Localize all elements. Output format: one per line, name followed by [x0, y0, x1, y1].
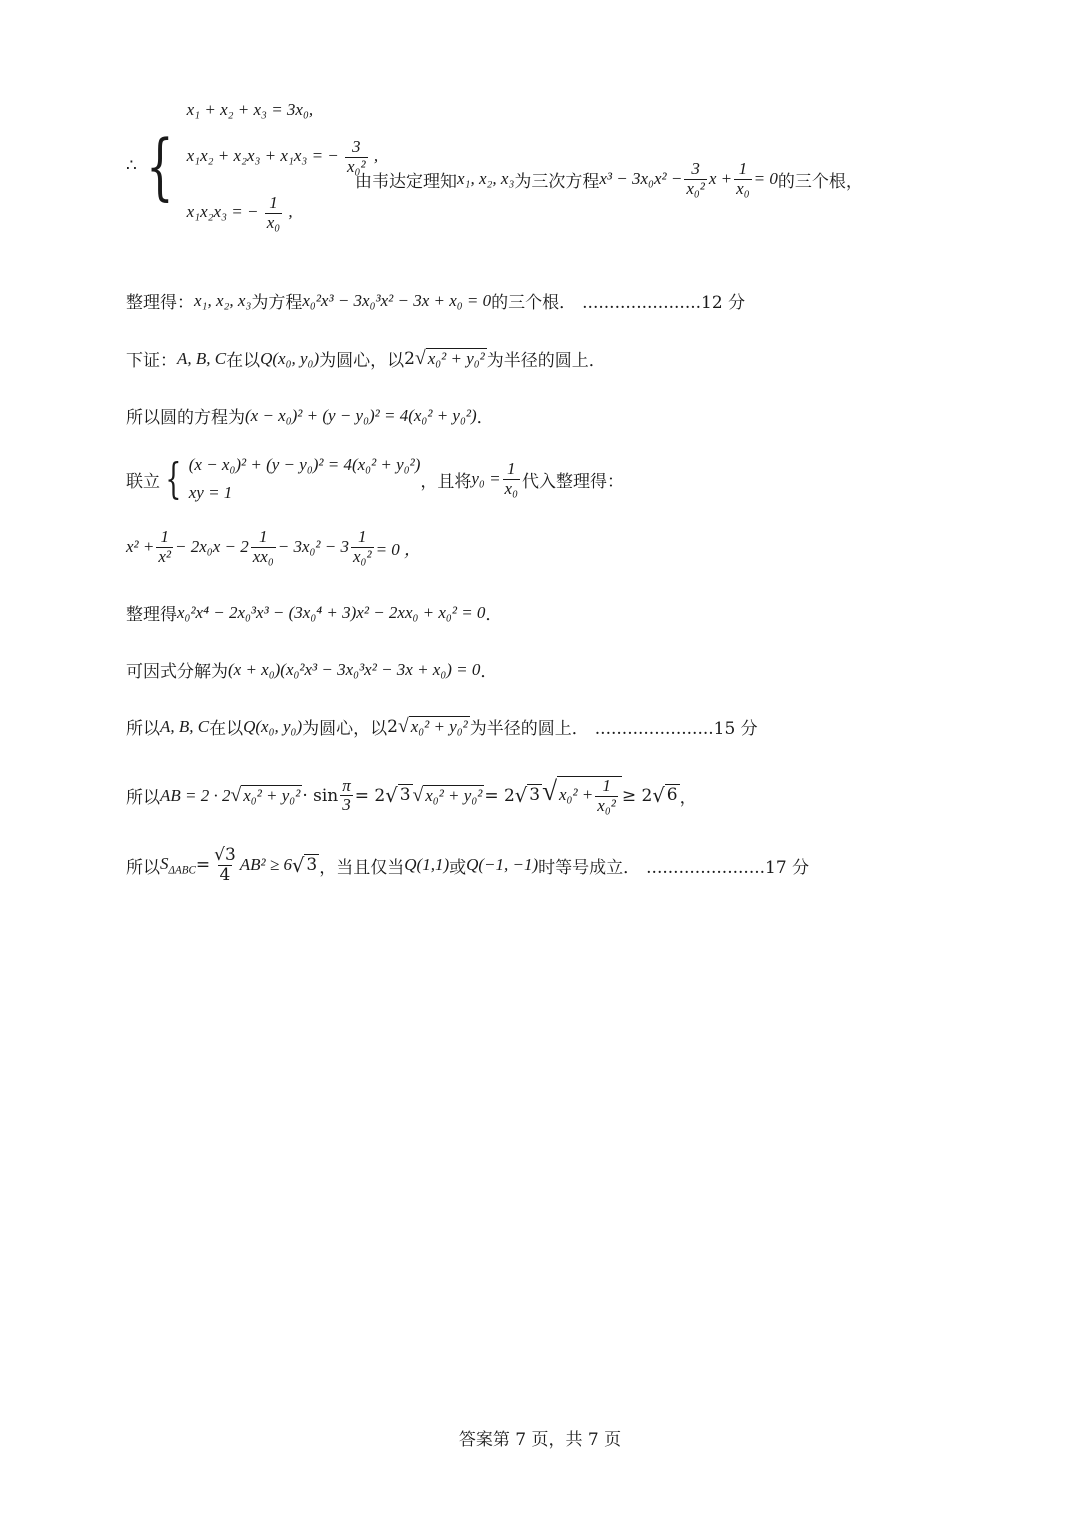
score-17: ......................17 分: [646, 857, 810, 878]
therefore-symbol: ∴: [126, 156, 137, 177]
vieta-eq2: x₁x₂ + x₂x₃ + x₁x₃ = − $\frac{3}{\text{x₀²}}$ ,: [186, 137, 379, 176]
proof-claim-line: 下证： A, B, C 在以 Q(x₀, y₀) 为圆心，以 2 √ x₀² + y₀² 为半径的圆上．: [126, 347, 606, 371]
circle-equation-line: 所以圆的方程为 (x − x₀)² + (y − y₀)² = 4(x₀² + y₀²) ．: [126, 405, 494, 428]
circle-conclusion-line: 所以 A, B, C 在以 Q(x₀, y₀) 为圆心，以 2 √ x₀² + y₀² 为半径的圆上． ......................15 分: [126, 715, 758, 739]
substituted-equation-line: x² + $\frac{1}{\text{x²}}$ − 2x₀x − 2 $\frac{1}{\text{xx₀}}$ − 3x₀² − 3 $\frac{1}{\text{x₀²}}$ = 0 ，: [126, 527, 422, 566]
vieta-eq3: x₁x₂x₃ = − $\frac{1}{\text{x₀}}$ ,: [186, 193, 293, 233]
combine-system-line: 联立 { (x − x₀)² + (y − y₀)² = 4(x₀² + y₀²) xy = 1 ，且将 y₀ = $\frac{1}{\text{x₀}}$ 代入整理得：: [126, 454, 625, 503]
ab-length-line: 所以 AB = 2 · 2 √ x₀² + y₀² · sin $\frac{\pi}{3}$ = 2 √ 3 √ x₀² + y₀² = 2 √ 3 √ x₀² + $\frac{1}{\text{x₀²}}$ ≥ 2 √ 6 ，: [126, 775, 697, 815]
score-15: ......................15 分: [594, 719, 758, 739]
quartic-line: 整理得 x₀²x⁴ − 2x₀³x³ − (3x₀⁴ + 3)x² − 2xx₀ + x₀² = 0 ．: [126, 602, 503, 625]
simplify-line: 整理得： x₁, x₂, x₃ 为方程 x₀²x³ − 3x₀³x² − 3x + x₀ = 0 的三个根． ......................12 分: [126, 288, 745, 313]
vieta-system-line: [126, 100, 378, 233]
page-footer: 答案第 7 页，共 7 页: [458, 1430, 622, 1450]
factorization-line: 可因式分解为 (x + x₀)(x₀²x³ − 3x₀³x² − 3x + x₀) = 0 ．: [126, 659, 498, 682]
area-conclusion-line: 所以 $S_{\Delta ABC}$ = $\frac{√3}{4}$ AB² ≥ 6 √ 3 ，当且仅当 Q(1,1) 或 Q(−1, −1) 时等号成立． ......................17 分: [126, 845, 810, 885]
system-brace: {: [145, 124, 174, 209]
vieta-equations: [187, 100, 378, 233]
vieta-conclusion: 由韦达定理知 x₁, x₂, x₃ 为三次方程 x³ − 3x₀x² − $\frac{3}{\text{x₀²}}$ x + $\frac{1}{\text{x₀}}$ = 0 的三个根，: [355, 159, 863, 198]
score-12: ......................12 分: [582, 293, 746, 313]
vieta-eq1: x₁ + x₂ + x₃ = 3x₀,: [186, 100, 314, 119]
